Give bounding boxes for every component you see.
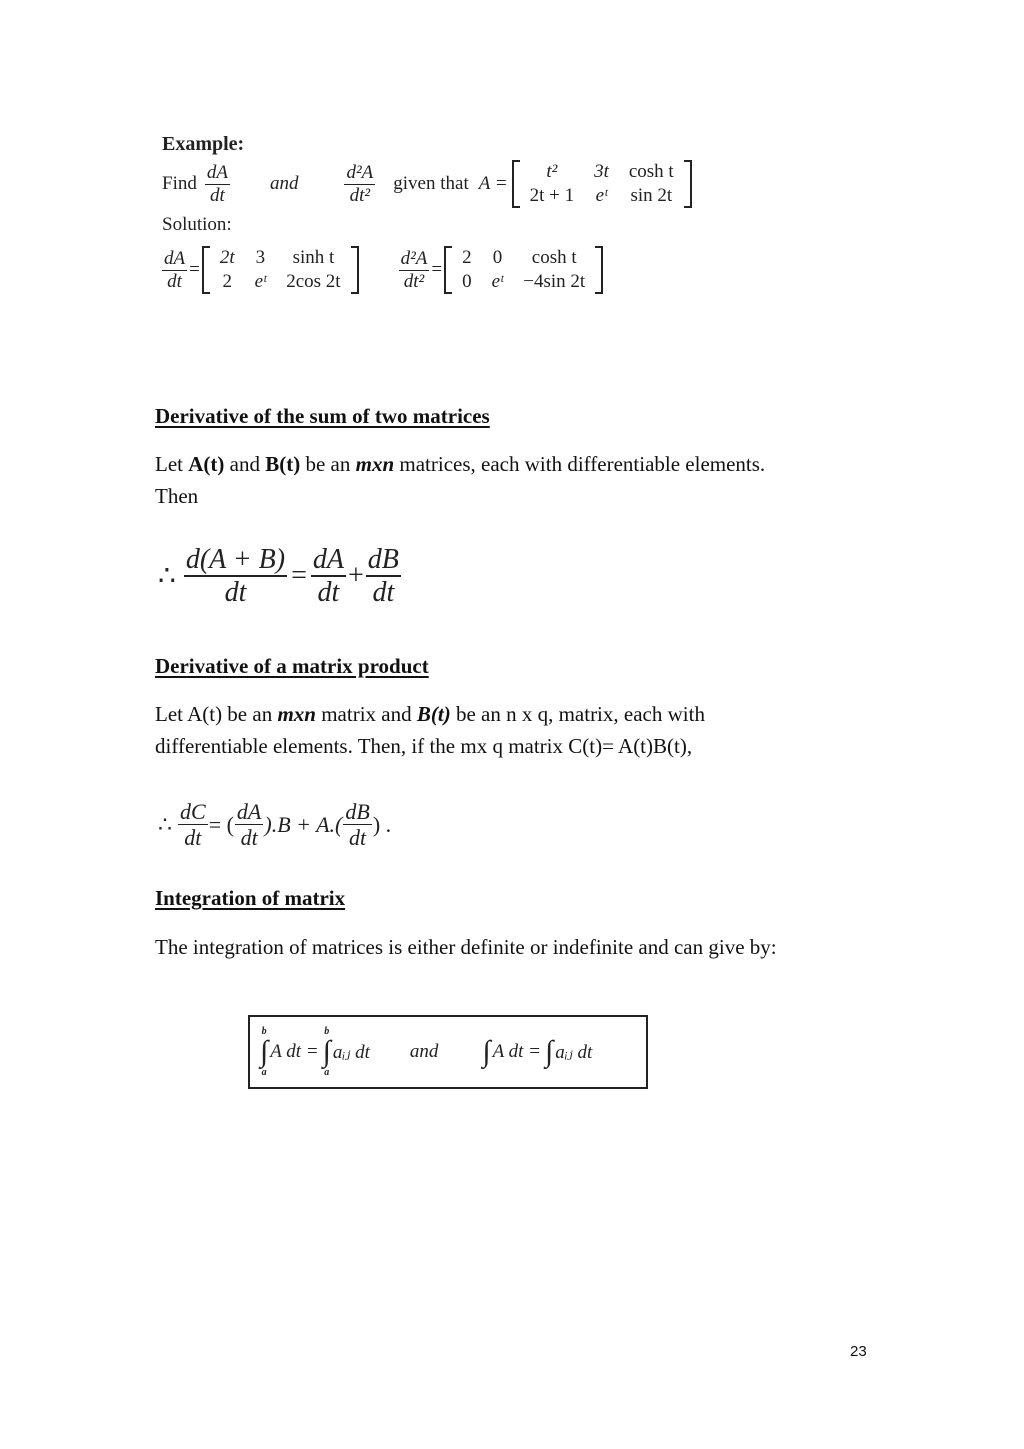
dA-fraction: $\frac{dA}{dt}$ bbox=[312, 544, 344, 609]
sum-heading: Derivative of the sum of two matrices bbox=[155, 404, 490, 428]
equals-1: = bbox=[189, 259, 200, 280]
definite-integral: b ∫ a bbox=[260, 1026, 269, 1078]
dA-dt-fraction: $\frac{dA}{dt}$ bbox=[206, 161, 228, 206]
A-equals: A = bbox=[478, 173, 508, 194]
sum-paragraph: Let A(t) and B(t) be an mxn matrices, each with differentiable elements. Then bbox=[155, 452, 766, 508]
d2A-matrix: 2 0 cosh t 0 eᵗ −4sin 2t bbox=[444, 246, 603, 294]
d2A-dt2-fraction: $\frac{\text{d²A}}{\text{dt²}}$ bbox=[346, 161, 374, 206]
solution-row bbox=[162, 246, 782, 294]
integration-paragraph: The integration of matrices is either definite or indefinite and can give by: bbox=[155, 935, 777, 959]
product-paragraph: Let A(t) be an mxn matrix and B(t) be an n x q, matrix, each with differentiable elements. Then, if the mx q matrix C(t)= A(t)B(t), bbox=[155, 702, 705, 758]
therefore-symbol: ∴ bbox=[158, 561, 176, 593]
example-title: Example: bbox=[162, 133, 245, 155]
and-word-2: and bbox=[409, 1041, 439, 1062]
dA-matrix: 2t 3 sinh t 2 eᵗ 2cos 2t bbox=[202, 246, 359, 294]
page-number: 23 bbox=[850, 1343, 867, 1360]
and-word: and bbox=[269, 173, 299, 194]
example-find-row bbox=[162, 160, 782, 208]
integration-heading: Integration of matrix bbox=[155, 886, 346, 910]
find-label: Find bbox=[162, 173, 197, 194]
example-block bbox=[162, 133, 782, 294]
equals-2: = bbox=[431, 259, 443, 280]
definite-integral-2: b ∫ a bbox=[322, 1026, 331, 1078]
dB-fraction: $\frac{dB}{dt}$ bbox=[367, 544, 399, 609]
given-that: given that bbox=[393, 173, 469, 194]
dC-fraction: $\frac{dC}{dt}$ bbox=[180, 799, 206, 851]
d-sum-fraction: $\frac{d(A + B)}{dt}$ bbox=[185, 544, 286, 609]
therefore-symbol-2: ∴ bbox=[158, 811, 172, 837]
solution-label: Solution: bbox=[162, 214, 232, 235]
integration-formula-box: b ∫ a A dt = b ∫ a aᵢⱼ dt and ∫ A dt = ∫ aᵢⱼ dt bbox=[248, 1015, 648, 1089]
dA-fraction-2: $\frac{dA}{dt}$ bbox=[236, 799, 262, 851]
dB-fraction-2: $\frac{dB}{dt}$ bbox=[345, 799, 370, 851]
d2A-dt2-fraction-2: $\frac{\text{d²A}}{\text{dt²}}$ bbox=[400, 247, 428, 292]
product-heading: Derivative of a matrix product bbox=[155, 654, 429, 678]
product-formula: ∴ $\frac{dC}{dt}$ = ( $\frac{dA}{dt}$ ).B + A.( $\frac{dB}{dt}$ ) . bbox=[158, 799, 392, 851]
sum-formula: ∴ $\frac{d(A + B)}{dt}$ = $\frac{dA}{dt}$ + $\frac{dB}{dt}$ bbox=[158, 544, 399, 609]
A-matrix: t² 3t cosh t 2t + 1 eᵗ sin 2t bbox=[512, 160, 692, 208]
indefinite-integral-2: ∫ bbox=[544, 1035, 554, 1068]
indefinite-integral: ∫ bbox=[482, 1035, 491, 1068]
dA-dt-fraction-2: $\frac{dA}{dt}$ bbox=[164, 247, 186, 292]
